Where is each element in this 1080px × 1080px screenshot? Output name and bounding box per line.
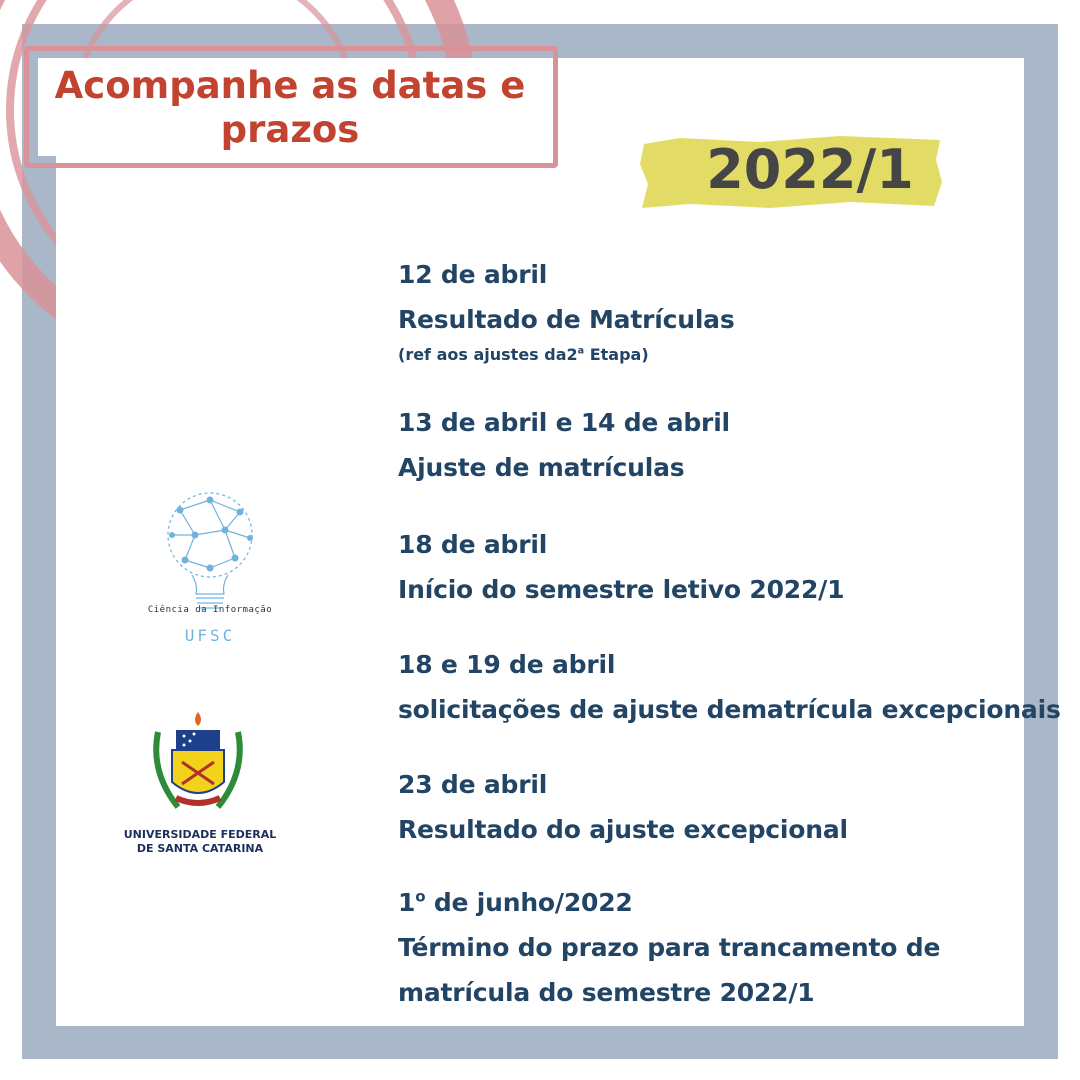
event-title-continued: matrícula do semestre 2022/1: [398, 978, 815, 1007]
event-note: (ref aos ajustes da2$^a$ Etapa): [398, 345, 649, 364]
timeline-item: [398, 252, 1058, 368]
event-title: solicitações de ajuste dematrícula excepcionais: [398, 695, 1061, 724]
ci-acronym: UFSC: [184, 626, 236, 645]
event-title: Resultado de Matrículas: [398, 305, 735, 334]
timeline-item: [398, 642, 1061, 732]
event-date: 18 de abril: [398, 530, 548, 559]
semester-label: 2022/1: [706, 138, 914, 201]
event-date: 23 de abril: [398, 770, 548, 799]
university-name-line-1: UNIVERSIDADE FEDERAL: [123, 828, 277, 841]
event-title: Resultado do ajuste excepcional: [398, 815, 848, 844]
event-date: 12 de abril: [398, 260, 548, 289]
title-line-1: Acompanhe as datas e: [54, 64, 526, 107]
event-date: 18 e 19 de abril: [398, 650, 616, 679]
page-title: [40, 64, 540, 152]
ci-program-name: Ciência da Informação: [147, 605, 273, 615]
timeline-item: [398, 400, 1058, 490]
university-name: [110, 828, 290, 856]
timeline-item: [398, 880, 1058, 1015]
ufsc-coat-of-arms-icon: [148, 712, 248, 822]
timeline-item: [398, 762, 1058, 852]
event-title: Término do prazo para trancamento de: [398, 933, 941, 962]
event-title: Início do semestre letivo 2022/1: [398, 575, 845, 604]
event-date: 1$^o$ de junho/2022: [398, 887, 633, 917]
event-date: 13 de abril e 14 de abril: [398, 408, 730, 437]
title-line-2: prazos: [220, 108, 360, 151]
event-title: Ajuste de matrículas: [398, 453, 685, 482]
university-name-line-2: DE SANTA CATARINA: [136, 842, 264, 855]
timeline-item: [398, 522, 1058, 612]
